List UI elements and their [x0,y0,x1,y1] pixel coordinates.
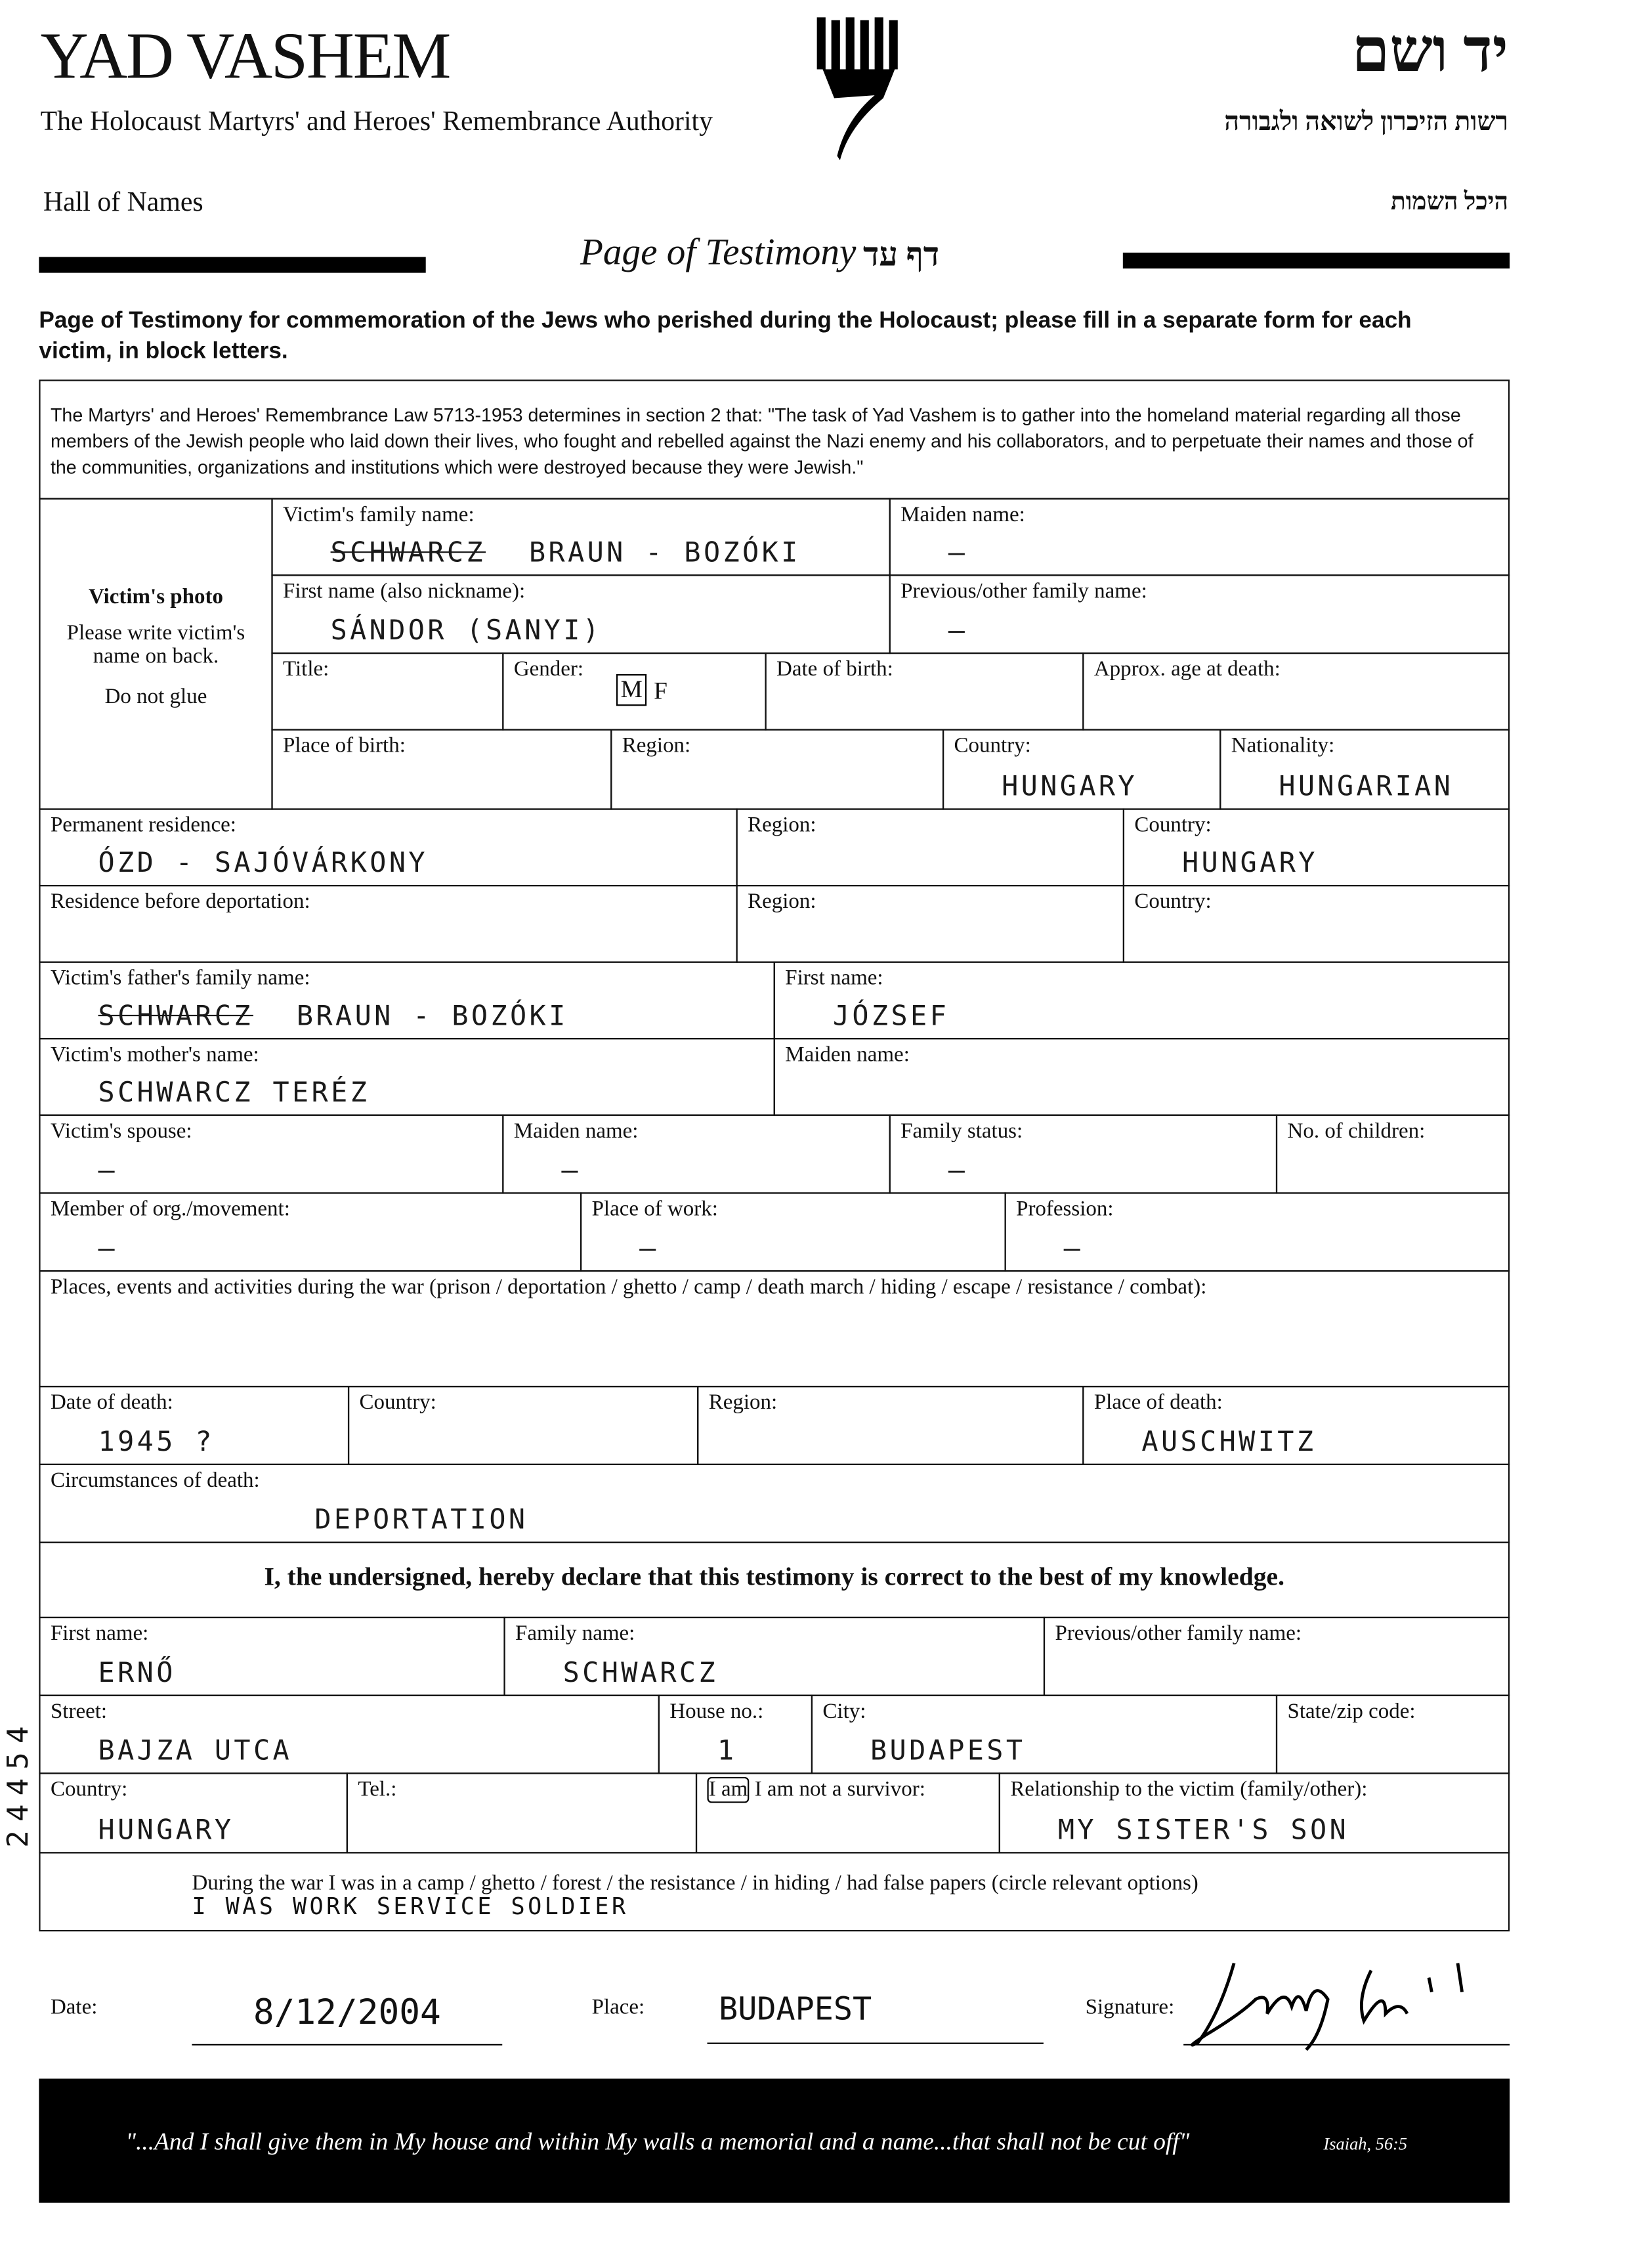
field-label: Country: [1134,890,1212,914]
s-city-field[interactable] [811,1695,1277,1774]
f-country2-field[interactable] [1123,808,1510,886]
field-value: 1 [717,1735,737,1767]
photo-instruction: Please write victim's name on back. [66,622,245,669]
org-name: YAD VASHEM [40,18,450,93]
field-label: Residence before deportation: [50,890,310,914]
field-value: HUNGARY [98,1814,234,1847]
f-region4-field[interactable] [697,1386,1084,1465]
f-first-field[interactable] [271,574,890,654]
f-dob-field[interactable] [765,653,1084,731]
f-member-field[interactable] [39,1192,582,1272]
s-tel-field[interactable] [347,1772,697,1853]
field-value: BRAUN - BOZÓKI [528,537,801,569]
field-label: Country: [1134,814,1212,838]
date-field[interactable]: 8/12/2004 [192,1992,502,2045]
f-country1-field[interactable] [943,729,1221,809]
s-prev-field[interactable] [1044,1617,1510,1696]
f-region2-field[interactable] [736,808,1124,886]
s-first-field[interactable] [39,1617,505,1696]
field-label: Profession: [1016,1198,1114,1222]
field-label: Place of work: [591,1198,718,1222]
org-name-hebrew: יד ושם [1351,18,1508,85]
f-father-field[interactable] [39,962,774,1040]
gender-option-m[interactable]: M [616,674,646,706]
field-value: SÁNDOR (SANYI) [330,614,603,647]
handwritten-entry [98,1657,176,1688]
f-title-field[interactable] [271,653,503,731]
field-label: Region: [748,814,816,838]
intro-text: Page of Testimony for commemoration of the Jews who perished during the Holocaust; please fill in a separate form for each victim, in block letters. [39,309,1412,364]
field-label: Family status: [900,1120,1023,1144]
s-rel-field[interactable] [999,1772,1510,1853]
field-value: ERNŐ [98,1657,176,1689]
war-options-label: During the war I was in a camp / ghetto / forest / the resistance / in hiding / had false papers (circle relevant options) [192,1872,1198,1896]
field-label: Relationship to the victim (family/other): [1010,1778,1368,1802]
field-label: First name: [785,967,883,991]
footer-banner [39,2079,1510,2203]
s-house-field[interactable] [658,1695,813,1774]
field-label: Victim's father's family name: [50,967,310,991]
field-value: — [639,1232,659,1265]
field-label: Maiden name: [785,1043,910,1067]
handwritten-entry [331,537,801,568]
title-bar-right [1123,253,1510,268]
signature-scribble-icon [1169,1956,1495,2057]
handwritten-entry [98,1814,234,1846]
handwritten-entry [98,1077,370,1108]
war-options-value: I WAS WORK SERVICE SOLDIER [192,1892,629,1920]
field-value: SCHWARCZ [562,1657,719,1689]
handwritten-entry [1002,771,1137,802]
field-label: House no.: [669,1700,764,1724]
f-perm-field[interactable] [39,808,737,886]
signature-label: Signature: [1085,1996,1175,2020]
field-label: Street: [50,1700,108,1724]
struck-value: SCHWARCZ [330,537,486,569]
handwritten-entry [948,1155,968,1186]
field-label: Family name: [515,1622,635,1646]
f-age-field[interactable] [1082,653,1510,731]
declaration: I, the undersigned, hereby declare that this testimony is correct to the best of my knowledge. [39,1542,1510,1619]
f-gender-field[interactable] [502,653,766,731]
s-street-field[interactable] [39,1695,660,1774]
f-status-field[interactable] [889,1115,1278,1194]
field-label: Circumstances of death: [50,1469,260,1493]
handwritten-entry [98,1426,215,1458]
f-mother-field[interactable] [39,1038,774,1116]
f-profession-field[interactable] [1005,1192,1510,1272]
photo-title: Victim's photo [88,586,223,609]
date-label: Date: [50,1996,98,2020]
s-war-field[interactable] [39,1852,1510,1931]
s-zip-field[interactable] [1276,1695,1510,1774]
handwritten-entry [563,1657,718,1688]
f-mother-maiden-field[interactable] [774,1038,1510,1116]
field-value: AUSCHWITZ [1141,1426,1317,1458]
signature-field[interactable] [1183,1992,1510,2045]
f-family-field[interactable] [271,498,890,576]
s-family-field[interactable] [503,1617,1045,1696]
f-nationality-field[interactable] [1219,729,1510,809]
field-label: Place of death: [1093,1391,1223,1415]
handwritten-entry [717,1735,737,1766]
f-spouse-field[interactable] [39,1115,503,1194]
s-country-field[interactable] [39,1772,348,1853]
title-bar-left [39,257,425,272]
footer-quote: "...And I shall give them in My house and within My walls a memorial and a name...that shall not be cut off" [125,2128,1190,2156]
handwritten-entry [870,1735,1025,1766]
field-value: DEPORTATION [314,1504,528,1536]
handwritten-entry [98,1233,118,1264]
f-region3-field[interactable] [736,885,1124,963]
gender-option-f[interactable]: F [654,677,667,705]
handwritten-entry [1058,1814,1349,1846]
handwritten-entry [1064,1233,1084,1264]
f-prev-field[interactable] [889,574,1510,654]
field-label: State/zip code: [1287,1700,1416,1724]
field-label: City: [822,1700,866,1724]
f-maiden-field[interactable] [889,498,1510,576]
margin-number: 24454 [0,1717,35,1848]
form-title-hebrew: דף עד [863,236,940,273]
field-label: Member of org./movement: [50,1198,290,1222]
handwritten-entry [98,847,428,879]
org-subtitle-hebrew: רשות הזיכרון לשואה ולגבורה [1224,106,1508,136]
field-value: SCHWARCZ TERÉZ [98,1077,370,1109]
f-pod-field[interactable] [1082,1386,1510,1465]
s-survivor-field[interactable] [696,1772,1000,1853]
f-spouse-maiden-field[interactable] [502,1115,891,1194]
field-label: Country: [954,735,1031,758]
handwritten-entry [833,1000,949,1032]
form-title: Page of Testimony [580,230,857,273]
field-value: BAJZA UTCA [98,1735,293,1767]
handwritten-entry [98,1735,293,1766]
f-pob-field[interactable] [271,729,612,809]
handwritten-entry [98,1155,118,1186]
field-value: ÓZD - SAJÓVÁRKONY [98,847,428,880]
field-value: — [1063,1232,1084,1265]
footer-citation: Isaiah, 56:5 [1323,2133,1408,2154]
field-label: Region: [748,890,816,914]
handwritten-entry [1141,1426,1316,1458]
field-label: Previous/other family name: [1055,1622,1302,1646]
field-value: — [948,537,968,569]
f-circ-field[interactable] [39,1464,1510,1543]
handwritten-entry [314,1504,528,1535]
f-work-field[interactable] [580,1192,1006,1272]
handwritten-entry [639,1233,659,1264]
field-label: Date of death: [50,1391,173,1415]
field-label: First name (also nickname): [283,580,526,604]
victim-photo-box [39,498,272,810]
law-text: The Martyrs' and Heroes' Remembrance Law 5713-1953 determines in section 2 that: "The task of Yad Vashem is to gather into the homeland material regarding all those members of the Jewish people who laid down their lives, who fought and rebelled against the Nazi enemy and his collaborators, and to perpetuate their names and those of the communities, organizations and institutions which were destroyed because they were Jewish." [39,379,1510,500]
field-value: MY SISTER'S SON [1057,1814,1349,1847]
field-value: HUNGARIAN [1279,771,1454,803]
field-label: First name: [50,1622,149,1646]
handwritten-entry [561,1155,581,1186]
field-label: Permanent residence: [50,814,236,838]
f-before-field[interactable] [39,885,737,963]
field-label: Places, events and activities during the war (prison / deportation / ghetto / camp / death march / hiding / escape / resistance / combat): [50,1275,1207,1300]
hall-of-names-hebrew: היכל השמות [1391,187,1508,215]
f-region1-field[interactable] [610,729,944,809]
field-label: Tel.: [358,1778,397,1802]
field-value: HUNGARY [1002,771,1137,803]
field-label: Previous/other family name: [900,580,1147,604]
field-label: Maiden name: [513,1120,639,1144]
field-label: Maiden name: [900,503,1025,527]
struck-value: SCHWARCZ [98,1000,253,1033]
field-value: — [948,1155,968,1187]
handwritten-entry [331,615,603,647]
field-value: HUNGARY [1181,847,1318,880]
field-label: Country: [359,1391,436,1415]
field-value: — [98,1155,118,1187]
place-label: Place: [591,1996,645,2020]
f-country4-field[interactable] [348,1386,698,1465]
gender-label: Gender: [513,658,584,681]
field-label: Nationality: [1231,735,1335,758]
field-label: Country: [50,1778,128,1802]
field-label: Place of birth: [283,735,406,758]
field-value: JÓZSEF [832,1000,950,1033]
f-places-field[interactable] [39,1270,1510,1387]
hall-of-names: Hall of Names [43,187,203,219]
survivor-option-not[interactable]: I am not a survivor: [754,1778,925,1802]
handwritten-entry [1279,771,1453,802]
field-value: — [98,1232,118,1265]
field-value: — [948,614,968,647]
field-value: BRAUN - BOZÓKI [296,1000,568,1033]
field-label: Victim's family name: [283,503,475,527]
field-label: Region: [708,1391,778,1415]
field-value: 1945 ? [98,1426,215,1458]
place-field[interactable]: BUDAPEST [708,1992,1044,2044]
field-value: BUDAPEST [870,1735,1026,1767]
photo-glue: Do not glue [104,685,207,709]
field-value: — [561,1155,581,1187]
f-father-first-field[interactable] [774,962,1510,1040]
org-subtitle: The Holocaust Martyrs' and Heroes' Remembrance Authority [40,106,713,137]
field-label: Victim's spouse: [50,1120,192,1144]
field-label: Date of birth: [776,658,893,681]
field-label: No. of children: [1287,1120,1426,1144]
field-label: Region: [622,735,691,758]
f-dod-field[interactable] [39,1386,349,1465]
field-label: Victim's mother's name: [50,1043,259,1067]
handwritten-entry [1182,847,1318,879]
yad-vashem-logo-icon [808,12,909,163]
f-country3-field[interactable] [1123,885,1510,963]
handwritten-entry [98,1000,568,1032]
survivor-option-am[interactable]: I am [708,1777,750,1803]
field-label: Approx. age at death: [1093,658,1281,681]
field-label: Title: [283,658,329,681]
handwritten-entry [948,615,968,647]
handwritten-entry [948,537,968,568]
f-children-field[interactable] [1276,1115,1510,1194]
